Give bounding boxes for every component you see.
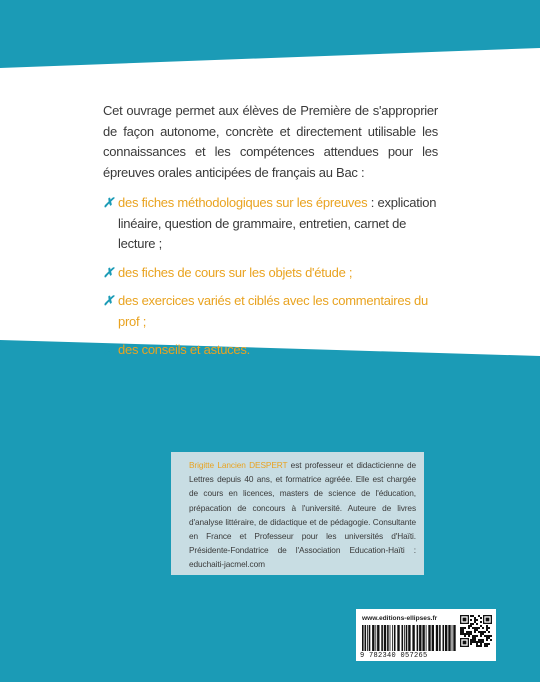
check-icon: ✗ <box>103 195 114 210</box>
item-text: : explication linéaire, question de grammaire, entretien, carnet de lecture ; <box>118 195 437 251</box>
list-item <box>103 263 438 284</box>
item-highlight: des fiches méthodologiques sur les épreuves <box>118 195 368 210</box>
check-icon: ✗ <box>103 264 114 280</box>
item-highlight: des fiches de cours sur les objets d'étude ; <box>118 264 353 280</box>
qr-code-icon <box>460 615 492 647</box>
description-block <box>103 101 438 369</box>
item-highlight: des conseils et astuces. <box>118 342 251 357</box>
website-url: www.editions-ellipses.fr <box>362 615 438 622</box>
barcode-panel <box>356 609 496 661</box>
barcode-icon <box>361 625 457 651</box>
author-name: Brigitte Lancien DESPERT <box>189 460 288 470</box>
item-highlight: des exercices variés et ciblés avec les commentaires du prof ; <box>118 293 428 329</box>
intro-text: Cet ouvrage permet aux élèves de Première de s'approprier de façon autonome, concrète et directement utilisable les connaissances et les compétences attendues pour les épreuves orales anticipées de français au Bac : <box>103 103 438 180</box>
check-icon: ✗ <box>103 342 114 357</box>
author-bio-text: est professeur et didacticienne de Lettres depuis 40 ans, et formatrice agréée. Elle est chargée de cours en licences, masters de science de l'éducation, prépacation de concours à l'université. Auteure de livres d'analyse littéraire, de didactique et de pédagogie. Consultante en France et Professeur pour les universités d'Haïti. Présidente-Fondatrice de l'Association Education-Haïti : educhaiti-jacmel.com <box>189 460 417 570</box>
check-icon: ✗ <box>103 293 114 308</box>
feature-list <box>103 193 438 361</box>
list-item <box>103 193 438 255</box>
list-item <box>103 340 438 361</box>
isbn-number: 9 782340 057265 <box>360 652 428 660</box>
author-bio-box <box>171 452 424 575</box>
list-item <box>103 291 438 332</box>
